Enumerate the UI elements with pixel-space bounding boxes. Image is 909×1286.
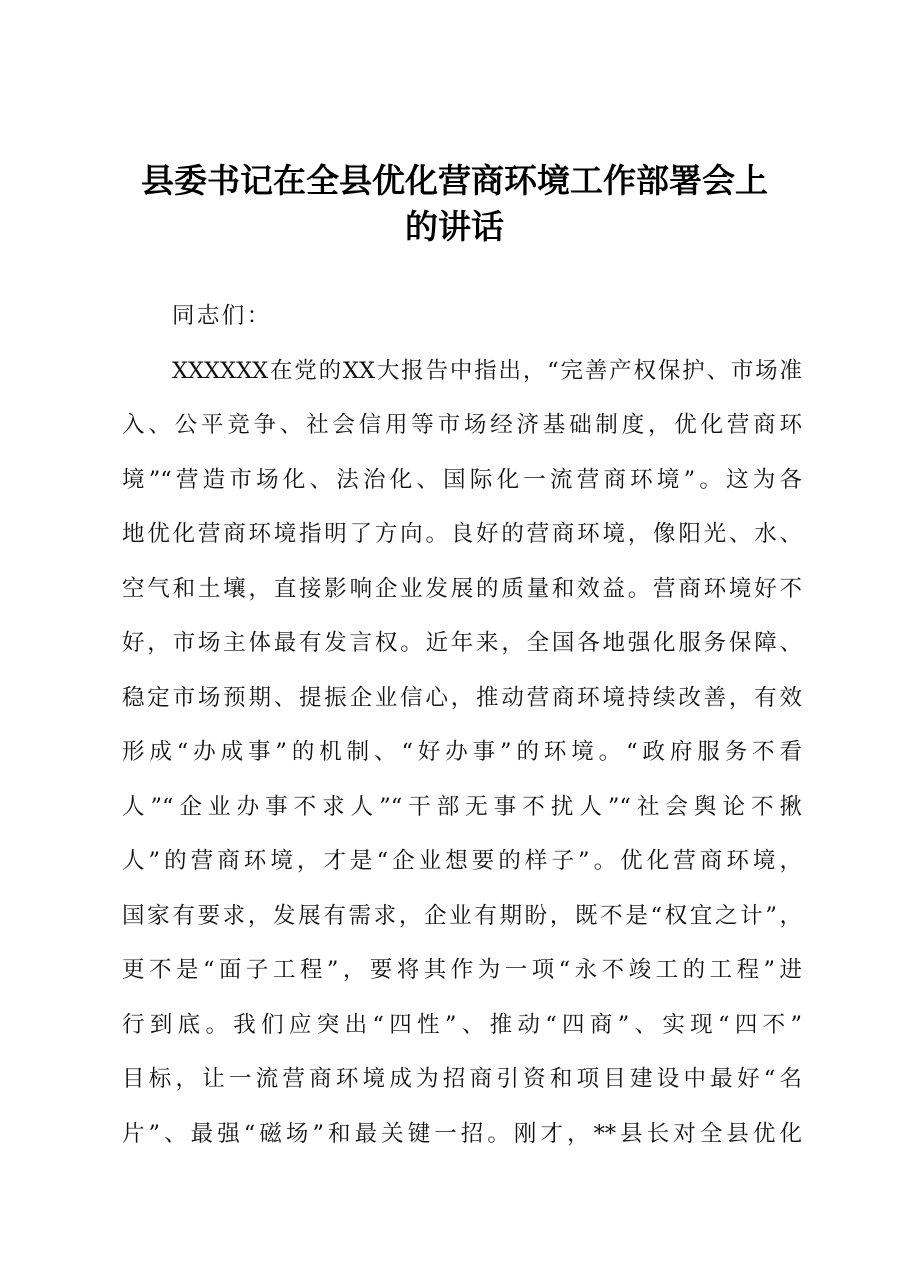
paragraph-line-2: 入、公平竞争、社会信用等市场经济基础制度，优化营商环 bbox=[122, 412, 802, 438]
paragraph-line-5: 空气和土壤，直接影响企业发展的质量和效益。营商环境好不 bbox=[122, 575, 802, 602]
paragraph-line-15: 片”、最强“磁场”和最关键一招。刚才，**县长对全县优化 bbox=[122, 1120, 802, 1147]
paragraph-line-7: 稳定市场预期、提振企业信心，推动营商环境持续改善，有效 bbox=[122, 684, 802, 711]
paragraph-line-4: 地优化营商环境指明了方向。良好的营商环境，像阳光、水、 bbox=[122, 521, 802, 547]
paragraph-line-8: 形成“办成事”的机制、“好办事”的环境。“政府服务不看 bbox=[122, 739, 802, 765]
document-title bbox=[110, 158, 799, 250]
title-line-1: 县委书记在全县优化营商环境工作部署会上 bbox=[141, 161, 768, 200]
title-line-2: 的讲话 bbox=[405, 207, 504, 246]
speech-body bbox=[122, 296, 802, 1168]
paragraph-line-11: 国家有要求，发展有需求，企业有期盼，既不是“权宜之计”， bbox=[122, 902, 802, 929]
paragraph-line-6: 好，市场主体最有发言权。近年来，全国各地强化服务保障、 bbox=[122, 630, 802, 656]
paragraph-line-1: XXXXXX在党的XX大报告中指出，“完善产权保护、市场准 bbox=[172, 357, 802, 384]
paragraph-line-3: 境”“营造市场化、法治化、国际化一流营商环境”。这为各 bbox=[122, 466, 802, 493]
paragraph-line-10: 人”的营商环境，才是“企业想要的样子”。优化营商环境， bbox=[122, 848, 802, 874]
paragraph-line-12: 更不是“面子工程”，要将其作为一项“永不竣工的工程”进 bbox=[122, 957, 802, 983]
paragraph-line-14: 目标，让一流营商环境成为招商引资和项目建设中最好“名 bbox=[122, 1066, 802, 1092]
paragraph-line-9: 人”“企业办事不求人”“干部无事不扰人”“社会舆论不揪 bbox=[122, 793, 802, 820]
salutation: 同志们： bbox=[172, 303, 272, 329]
paragraph-line-13: 行到底。我们应突出“四性”、推动“四商”、实现“四不” bbox=[122, 1011, 802, 1038]
